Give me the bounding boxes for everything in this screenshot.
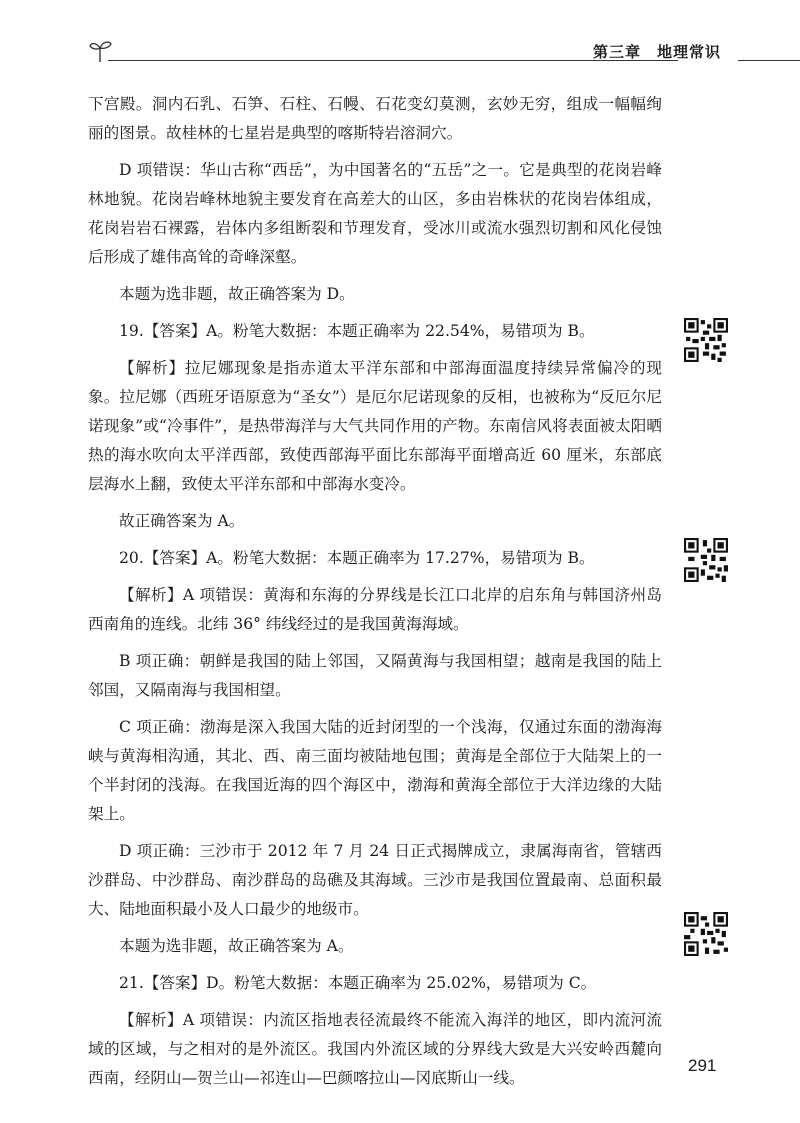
paragraph: B 项正确：朝鲜是我国的陆上邻国，又隔黄海与我国相望；越南是我国的陆上邻国，又隔南海与我国相望。	[88, 652, 662, 699]
page-number: 291	[688, 1056, 717, 1075]
paragraph: D 项正确：三沙市于 2012 年 7 月 24 日正式揭牌成立，隶属海南省，管辖西沙群岛、中沙群岛、南沙群岛的岛礁及其海域。三沙市是我国位置最南、总面积最大、陆地面积最小及人口最少的地级市。	[88, 842, 662, 918]
paragraph: 下宫殿。洞内石乳、石笋、石柱、石幔、石花变幻莫测，玄妙无穷，组成一幅幅绚丽的图景。故桂林的七星岩是典型的喀斯特岩溶洞穴。	[88, 95, 662, 142]
qr-code-icon[interactable]	[684, 318, 728, 362]
answer-line: 21.【答案】D。粉笔大数据：本题正确率为 25.02%，易错项为 C。	[119, 974, 597, 992]
paragraph: C 项正确：渤海是深入我国大陆的近封闭型的一个浅海，仅通过东面的渤海海峡与黄海相沟通，其北、西、南三面均被陆地包围；黄海是全部位于大陆架上的一个半封闭的浅海。在我国近海的四个海区中，渤海和黄海全部位于大洋边缘的大陆架上。	[88, 718, 662, 823]
explanation: 【解析】拉尼娜现象是指赤道太平洋东部和中部海面温度持续异常偏冷的现象。拉尼娜（西班牙语原意为“圣女”）是厄尔尼诺现象的反相，也被称为“反厄尔尼诺现象”或“冷事件”，是热带海洋与大气共同作用的产物。东南信风将表面被太阳晒热的海水吹向太平洋西部，致使西部海平面比东部海平面增高近 60 厘米，东部底层海水上翻，致使太平洋东部和中部海水变冷。	[88, 359, 662, 493]
page-body	[88, 90, 662, 1101]
paragraph: D 项错误：华山古称“西岳”，为中国著名的“五岳”之一。它是典型的花岗岩峰林地貌。花岗岩峰林地貌主要发育在高差大的山区，多由岩株状的花岗岩体组成，花岗岩岩石裸露，岩体内多组断裂和节理发育，受冰川或流水强烈切割和风化侵蚀后形成了雄伟高耸的奇峰深壑。	[88, 161, 662, 266]
paragraph: 本题为选非题，故正确答案为 A。	[119, 937, 354, 955]
answer-line: 19.【答案】A。粉笔大数据：本题正确率为 22.54%，易错项为 B。	[119, 322, 595, 340]
answer-line: 20.【答案】A。粉笔大数据：本题正确率为 17.27%，易错项为 B。	[119, 549, 595, 567]
qr-code-icon[interactable]	[684, 538, 728, 582]
qr-code-icon[interactable]	[684, 912, 728, 956]
explanation: 【解析】A 项错误：内流区指地表径流最终不能流入海洋的地区，即内流河流域的区域，与之相对的是外流区。我国内外流区域的分界线大致是大兴安岭西麓向西南，经阴山—贺兰山—祁连山—巴颜喀拉山—冈底斯山一线。	[88, 1011, 662, 1087]
paragraph: 本题为选非题，故正确答案为 D。	[119, 285, 355, 303]
chapter-title: 第三章 地理常识	[593, 43, 722, 61]
paragraph: 故正确答案为 A。	[119, 512, 245, 530]
explanation: 【解析】A 项错误：黄海和东海的分界线是长江口北岸的启东角与韩国济州岛西南角的连线。北纬 36° 纬线经过的是我国黄海海域。	[88, 586, 662, 633]
running-header	[88, 38, 768, 68]
header-rule-right	[738, 60, 800, 61]
